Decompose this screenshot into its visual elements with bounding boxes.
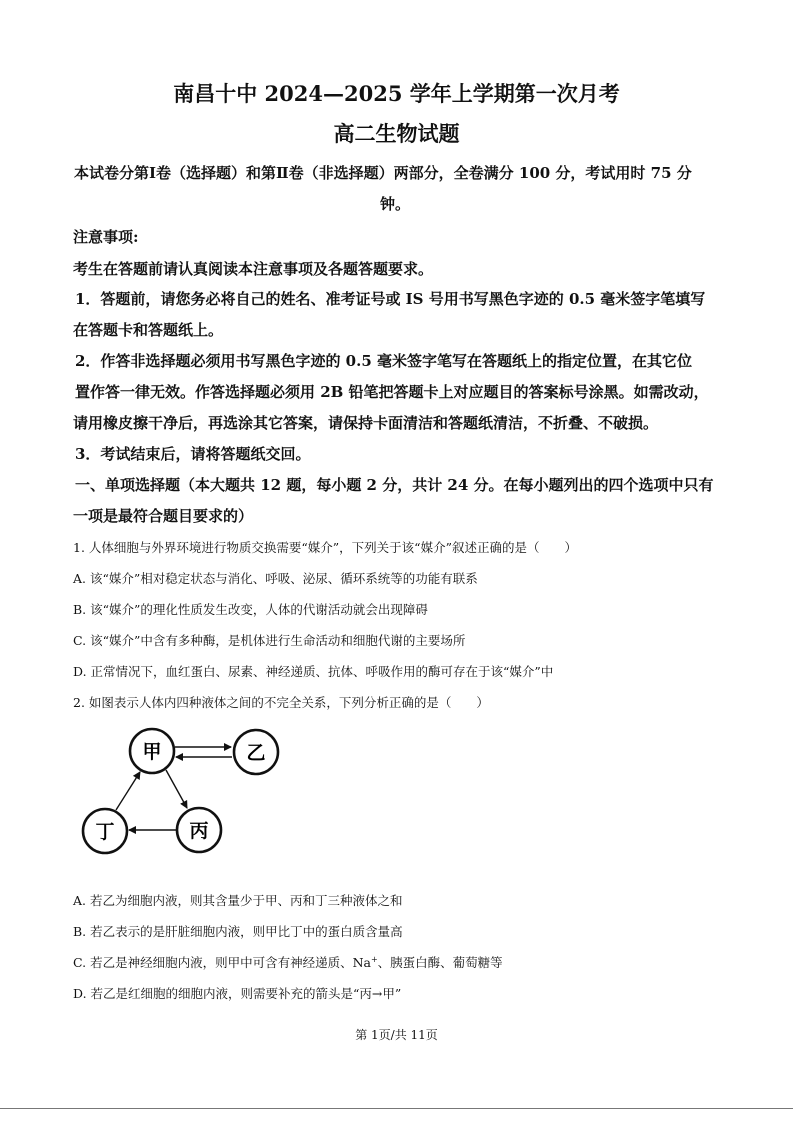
notes-lead: 考生在答题前请认真阅读本注意事项及各题答题要求。: [73, 260, 434, 278]
question-stem: 1. 人体细胞与外界环境进行物质交换需要“媒介”，下列关于该“媒介”叙述正确的是（ ）: [73, 540, 577, 555]
page-subtitle: 高二生物试题: [333, 121, 460, 146]
option-b: B. 若乙表示的是肝脏细胞内液，则甲比丁中的蛋白质含量高: [73, 924, 403, 939]
label-yi: 乙: [246, 742, 266, 764]
notes-heading: 注意事项:: [73, 228, 139, 246]
bottom-rule: [0, 1108, 793, 1109]
notes-item: 3．考试结束后，请将答题纸交回。: [75, 445, 311, 463]
option-b: B. 该“媒介”的理化性质发生改变，人体的代谢活动就会出现障碍: [73, 602, 428, 617]
intro-line: 钟。: [380, 195, 411, 213]
sodium-charge: +: [370, 954, 378, 964]
question-stem: 2. 如图表示人体内四种液体之间的不完全关系，下列分析正确的是（ ）: [73, 695, 489, 710]
arrow-ding-to-jia: [116, 772, 140, 810]
notes-item: 置作答一律无效。作答选择题必须用 2B 铅笔把答题卡上对应题目的答案标号涂黑。如需改动，: [75, 383, 709, 401]
option-d: D. 正常情况下，血红蛋白、尿素、神经递质、抗体、呼吸作用的酶可存在于该“媒介”中: [73, 664, 554, 679]
label-ding: 丁: [95, 821, 115, 843]
notes-item: 在答题卡和答题纸上。: [73, 321, 224, 339]
fluid-diagram: [76, 722, 286, 860]
option-c-text-rest: 、胰蛋白酶、葡萄糖等: [377, 955, 503, 970]
notes-item: 2．作答非选择题必须用书写黑色字迹的 0.5 毫米签字笔写在答题纸上的指定位置，在其它位: [75, 352, 692, 370]
option-c-text: C. 若乙是神经细胞内液，则甲中可含有神经递质、Na: [73, 955, 371, 970]
page-title: 南昌十中 2024—2025 学年上学期第一次月考: [173, 81, 620, 106]
option-c: C. 该“媒介”中含有多种酶，是机体进行生命活动和细胞代谢的主要场所: [73, 633, 466, 648]
label-jia: 甲: [142, 741, 162, 763]
option-c: [73, 953, 503, 971]
page-number: 第 1页/共 11页: [355, 1028, 438, 1042]
option-a: A. 该“媒介”相对稳定状态与消化、呼吸、泌尿、循环系统等的功能有联系: [73, 571, 478, 586]
notes-item: 请用橡皮擦干净后，再选涂其它答案，请保持卡面清洁和答题纸清洁，不折叠、不破损。: [73, 414, 659, 432]
intro-line: 本试卷分第Ⅰ卷（选择题）和第Ⅱ卷（非选择题）两部分，全卷满分 100 分，考试用时 75 分: [74, 164, 692, 182]
option-a: A. 若乙为细胞内液，则其含量少于甲、丙和丁三种液体之和: [73, 893, 403, 908]
notes-item: 1．答题前，请您务必将自己的姓名、准考证号或 IS 号用书写黑色字迹的 0.5 毫米签字笔填写: [75, 290, 706, 308]
section-heading: 一、单项选择题（本大题共 12 题，每小题 2 分，共计 24 分。在每小题列出的四个选项中只有: [75, 476, 714, 494]
arrow-jia-to-bing: [166, 770, 187, 808]
label-bing: 丙: [189, 820, 209, 842]
section-heading: 一项是最符合题目要求的）: [73, 507, 254, 525]
option-d: D. 若乙是红细胞的细胞内液，则需要补充的箭头是“丙→甲”: [73, 986, 402, 1001]
